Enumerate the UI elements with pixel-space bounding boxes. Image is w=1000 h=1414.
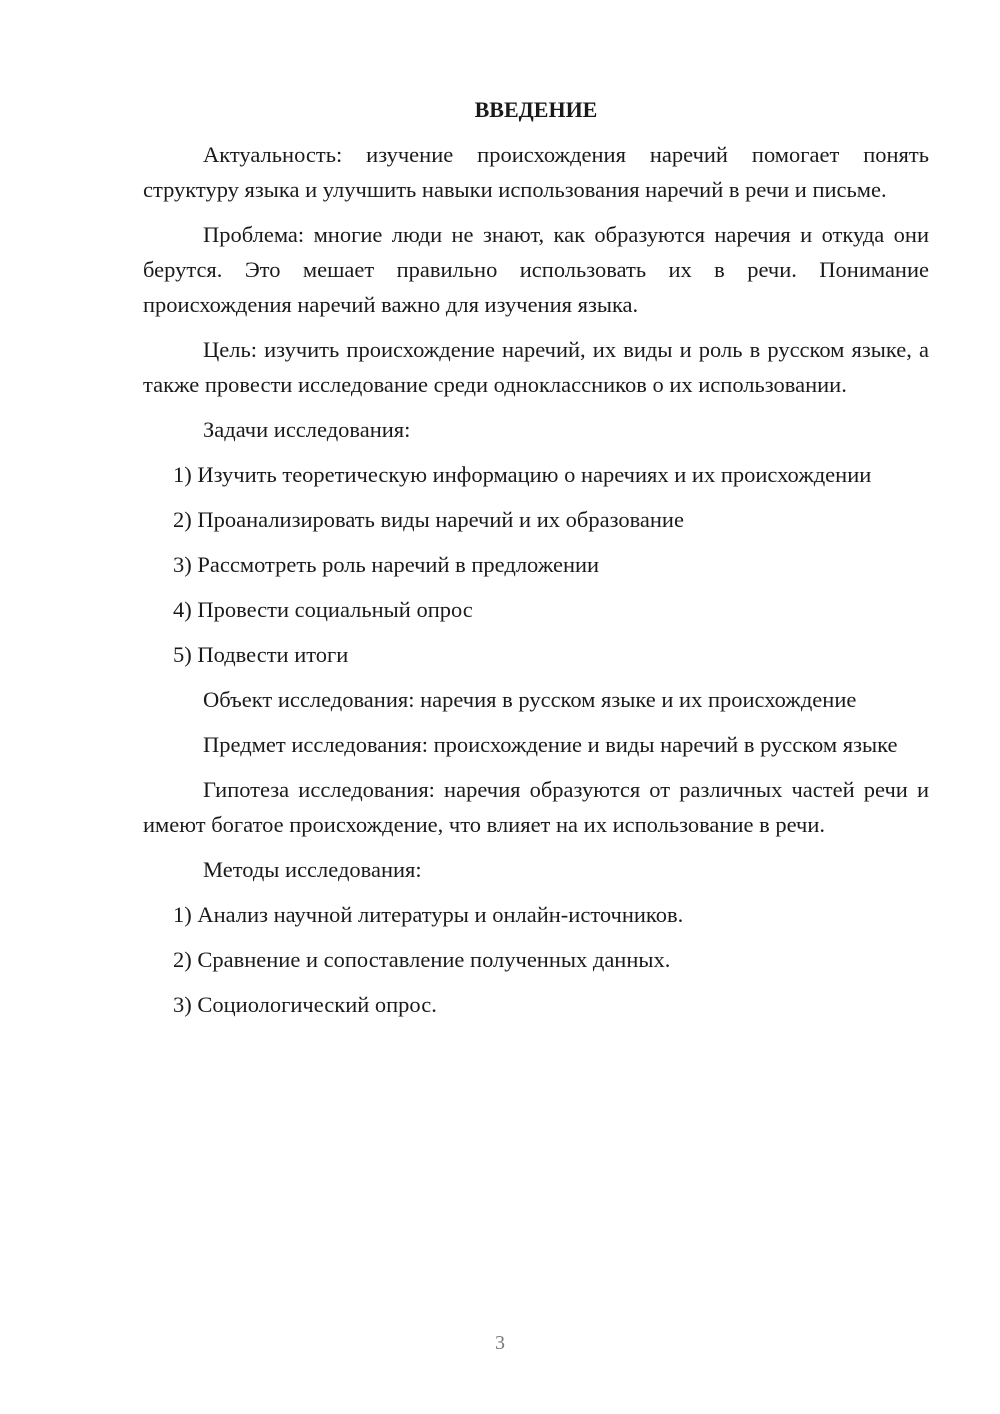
section-title: ВВЕДЕНИЕ — [474, 97, 598, 122]
document-page — [143, 92, 929, 1032]
task-item: 1) Изучить теоретическую информацию о наречиях и их происхождении — [173, 462, 872, 487]
task-item: 2) Проанализировать виды наречий и их образование — [173, 507, 684, 532]
method-item: 3) Социологический опрос. — [173, 992, 437, 1017]
problem-paragraph: Проблема: многие люди не знают, как образуются наречия и откуда они берутся. Это мешает правильно использовать их в речи. Понимание происхождения наречий важно для изучения языка. — [143, 222, 929, 317]
methods-heading: Методы исследования: — [203, 857, 422, 882]
tasks-list — [143, 457, 929, 672]
object-paragraph: Объект исследования: наречия в русском языке и их происхождение — [203, 687, 857, 712]
hypothesis-paragraph: Гипотеза исследования: наречия образуются от различных частей речи и имеют богатое происхождение, что влияет на их использование в речи. — [143, 777, 929, 837]
tasks-heading: Задачи исследования: — [203, 417, 411, 442]
task-item: 3) Рассмотреть роль наречий в предложении — [173, 552, 600, 577]
page-number: 3 — [495, 1332, 505, 1354]
method-item: 1) Анализ научной литературы и онлайн-источников. — [173, 902, 684, 927]
subject-paragraph: Предмет исследования: происхождение и виды наречий в русском языке — [203, 732, 898, 757]
methods-list — [143, 897, 929, 1022]
method-item: 2) Сравнение и сопоставление полученных данных. — [173, 947, 671, 972]
goal-paragraph: Цель: изучить происхождение наречий, их виды и роль в русском языке, а также провести исследование среди одноклассников о их использовании. — [143, 337, 929, 397]
task-item: 4) Провести социальный опрос — [173, 597, 473, 622]
relevance-paragraph: Актуальность: изучение происхождения наречий помогает понять структуру языка и улучшить навыки использования наречий в речи и письме. — [143, 142, 929, 202]
task-item: 5) Подвести итоги — [173, 642, 349, 667]
